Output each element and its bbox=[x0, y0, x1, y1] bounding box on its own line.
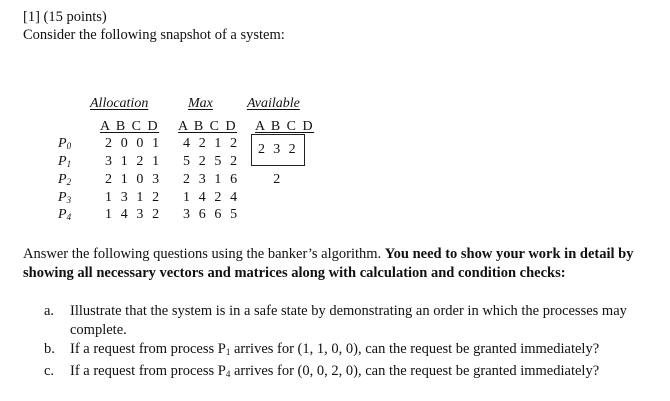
problem-number: [1] (15 points) bbox=[23, 9, 107, 25]
max-row-p3: 1 4 2 4 bbox=[183, 190, 240, 205]
process-label-p0: $P_0$ bbox=[58, 136, 72, 151]
item-text: Illustrate that the system is in a safe state by demonstrating an order in which the processes may complete. bbox=[70, 303, 627, 338]
max-row-p0: 4 2 1 2 bbox=[183, 136, 240, 151]
item-text: If a request from process $P_4$ arrives for (0, 0, 2, 0), can the request be granted immediately? bbox=[70, 363, 600, 379]
available-header: Available bbox=[247, 96, 300, 111]
allocation-row-p2: 2 1 0 3 bbox=[105, 172, 162, 187]
item-marker: c. bbox=[44, 363, 55, 379]
question-intro: Answer the following questions using the banker’s algorithm. bbox=[23, 246, 382, 262]
list-item-b bbox=[44, 340, 654, 362]
item-text: If a request from process $P_1$ arrives for (1, 1, 0, 0), can the request be granted immediately? bbox=[70, 341, 600, 357]
process-label-p1: $P_1$ bbox=[58, 154, 72, 169]
allocation-subheader: A B C D bbox=[100, 119, 160, 134]
process-label-p4: $P_4$ bbox=[58, 207, 72, 222]
allocation-header: Allocation bbox=[90, 96, 149, 111]
max-row-p1: 5 2 5 2 bbox=[183, 154, 240, 169]
question-requirement: You need to show your work in detail by showing all necessary vectors and matrices along with calculation and condition checks: bbox=[23, 246, 634, 281]
problem-prompt: Consider the following snapshot of a system: bbox=[23, 27, 285, 43]
available-vector-box: 2 3 2 2 bbox=[251, 134, 305, 166]
max-subheader: A B C D bbox=[178, 119, 238, 134]
max-row-p4: 3 6 6 5 bbox=[183, 207, 240, 222]
list-item-a bbox=[44, 302, 654, 340]
allocation-row-p4: 1 4 3 2 bbox=[105, 207, 162, 222]
process-label-p2: $P_2$ bbox=[58, 172, 72, 187]
item-marker: a. bbox=[44, 303, 55, 319]
allocation-row-p3: 1 3 1 2 bbox=[105, 190, 162, 205]
question-list bbox=[44, 302, 654, 384]
question-instructions bbox=[23, 245, 663, 283]
allocation-row-p0: 2 0 0 1 bbox=[105, 136, 162, 151]
max-header: Max bbox=[188, 96, 213, 111]
process-label-p3: $P_3$ bbox=[58, 190, 72, 205]
max-row-p2: 2 3 1 6 bbox=[183, 172, 240, 187]
available-subheader: A B C D bbox=[255, 119, 315, 134]
problem-header bbox=[23, 8, 285, 44]
item-marker: b. bbox=[44, 341, 55, 357]
list-item-c bbox=[44, 362, 654, 384]
allocation-row-p1: 3 1 2 1 bbox=[105, 154, 162, 169]
